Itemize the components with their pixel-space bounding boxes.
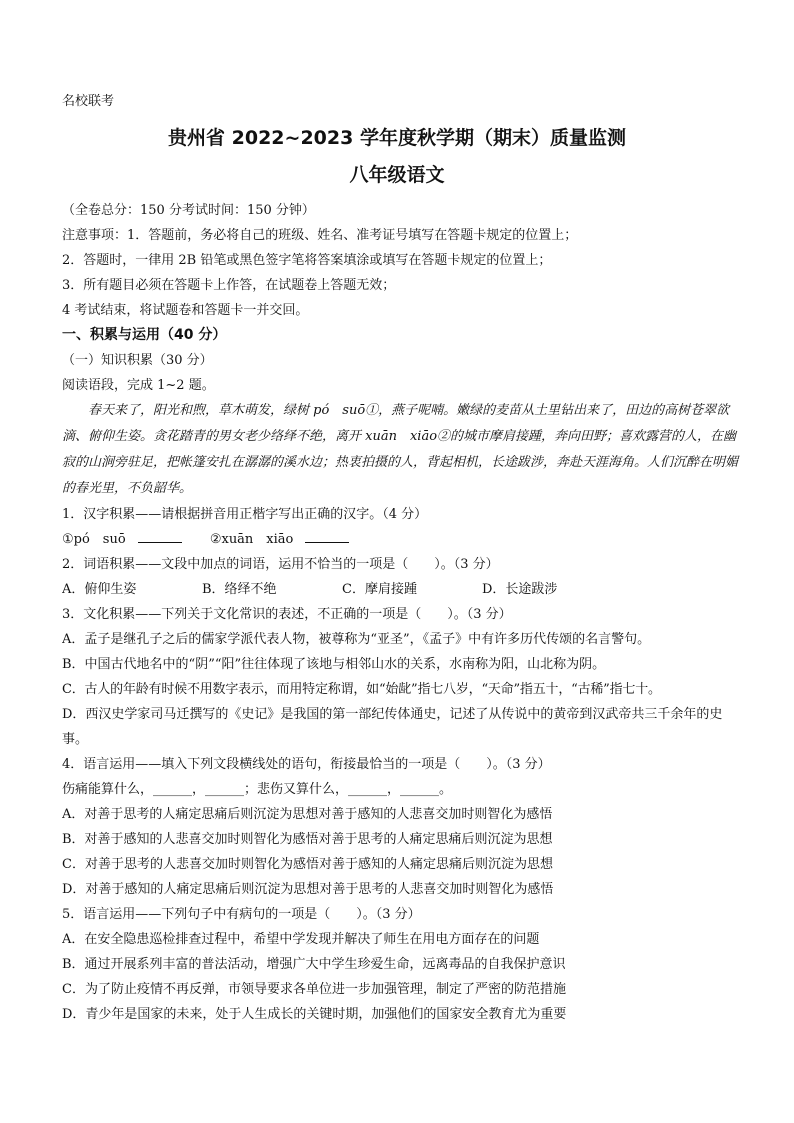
q3-option-a: A．孟子是继孔子之后的儒家学派代表人物，被尊称为“亚圣”，《孟子》中有许多历代传颂的名言警句。 xyxy=(62,632,651,647)
note-1: 注意事项：1．答题前，务必将自己的班级、姓名、准考证号填写在答题卡规定的位置上； xyxy=(62,228,578,243)
q1-blank-1 xyxy=(138,530,182,543)
q5-option-a: A．在安全隐患巡检排查过程中，希望中学发现并解决了师生在用电方面存在的问题 xyxy=(62,932,540,947)
exam-meta: （全卷总分：150 分考试时间：150 分钟） xyxy=(62,203,315,218)
exam-subtitle: 八年级语文 xyxy=(349,164,445,186)
q3-option-c: C．古人的年龄有时候不用数字表示，而用特定称谓，如“始龀”指七八岁，“天命”指五十，“古稀”指七十。 xyxy=(62,682,661,697)
q2-option-d: D．长途跋涉 xyxy=(482,582,558,597)
reading-passage: 春天来了，阳光和煦，草木萌发，绿树 pó suō①，燕子呢喃。嫩绿的麦苗从土里钻出来了，田边的高树苍翠欲滴、俯仰生姿。贪花踏青的男女老少络绎不绝，离开 xuān xiāo②的城市摩肩接踵，奔向田野；喜欢露营的人，在幽寂的山涧旁驻足，把帐篷安扎在潺潺的溪水边；热衷拍摄的人，背起相机，长途跋涉，奔赴天涯海角。人们沉醉在明媚的春光里，不负韶华。 xyxy=(62,403,739,496)
note-4: 4 考试结束，将试题卷和答题卡一并交回。 xyxy=(62,303,309,318)
q4-text: 伤痛能算什么，______，______；悲伤又算什么，______，______。 xyxy=(62,782,453,797)
q5-option-b: B．通过开展系列丰富的普法活动，增强广大中学生珍爱生命，远离毒品的自我保护意识 xyxy=(62,957,566,972)
section-subheading: （一）知识积累（30 分） xyxy=(62,353,213,368)
q3-stem: 3．文化积累——下列关于文化常识的表述，不正确的一项是（ ）。（3 分） xyxy=(62,607,512,622)
q4-option-c: C．对善于思考的人悲喜交加时则智化为感悟对善于感知的人痛定思痛后则沉淀为思想 xyxy=(62,857,553,872)
q2-option-c: C．摩肩接踵 xyxy=(342,582,417,597)
q3-option-d: D．西汉史学家司马迁撰写的《史记》是我国的第一部纪传体通史，记述了从传说中的黄帝到汉武帝共三千余年的史事。 xyxy=(62,707,723,747)
q4-option-d: D．对善于感知的人痛定思痛后则沉淀为思想对善于思考的人悲喜交加时则智化为感悟 xyxy=(62,882,554,897)
note-3: 3．所有题目必须在答题卡上作答，在试题卷上答题无效； xyxy=(62,278,396,293)
q5-option-c: C．为了防止疫情不再反弹，市领导要求各单位进一步加强管理，制定了严密的防范措施 xyxy=(62,982,566,997)
q5-option-d: D．青少年是国家的未来，处于人生成长的关键时期，加强他们的国家安全教育尤为重要 xyxy=(62,1007,567,1022)
section-heading: 一、积累与运用（40 分） xyxy=(62,327,227,343)
q1-stem: 1．汉字积累——请根据拼音用正楷字写出正确的汉字。（4 分） xyxy=(62,507,428,522)
q2-stem: 2．词语积累——文段中加点的词语，运用不恰当的一项是（ ）。（3 分） xyxy=(62,557,499,572)
q1-item-1: ①pó suō xyxy=(62,532,126,547)
exam-tag: 名校联考 xyxy=(62,94,115,109)
q5-stem: 5．语言运用——下列句子中有病句的一项是（ ）。（3 分） xyxy=(62,907,421,922)
q2-option-b: B．络绎不绝 xyxy=(202,582,277,597)
note-2: 2．答题时，一律用 2B 铅笔或黑色签字笔将答案填涂或填写在答题卡规定的位置上； xyxy=(62,253,552,268)
q1-blank-2 xyxy=(305,530,349,543)
q1-items xyxy=(62,527,738,552)
q1-item-2: ②xuān xiāo xyxy=(209,532,294,547)
q2-options xyxy=(62,577,738,602)
q2-option-a: A．俯仰生姿 xyxy=(62,582,137,597)
exam-title: 贵州省 2022~2023 学年度秋学期（期末）质量监测 xyxy=(168,127,626,149)
reading-instruction: 阅读语段，完成 1~2 题。 xyxy=(62,378,215,393)
q4-option-b: B．对善于感知的人悲喜交加时则智化为感悟对善于思考的人痛定思痛后则沉淀为思想 xyxy=(62,832,553,847)
q4-stem: 4．语言运用——填入下列文段横线处的语句，衔接最恰当的一项是（ ）。（3 分） xyxy=(62,757,551,772)
exam-content xyxy=(62,198,738,1027)
q3-option-b: B．中国古代地名中的“阴”“阳”往往体现了该地与相邻山水的关系，水南称为阳，山北称为阴。 xyxy=(62,657,606,672)
q4-option-a: A．对善于思考的人痛定思痛后则沉淀为思想对善于感知的人悲喜交加时则智化为感悟 xyxy=(62,807,553,822)
